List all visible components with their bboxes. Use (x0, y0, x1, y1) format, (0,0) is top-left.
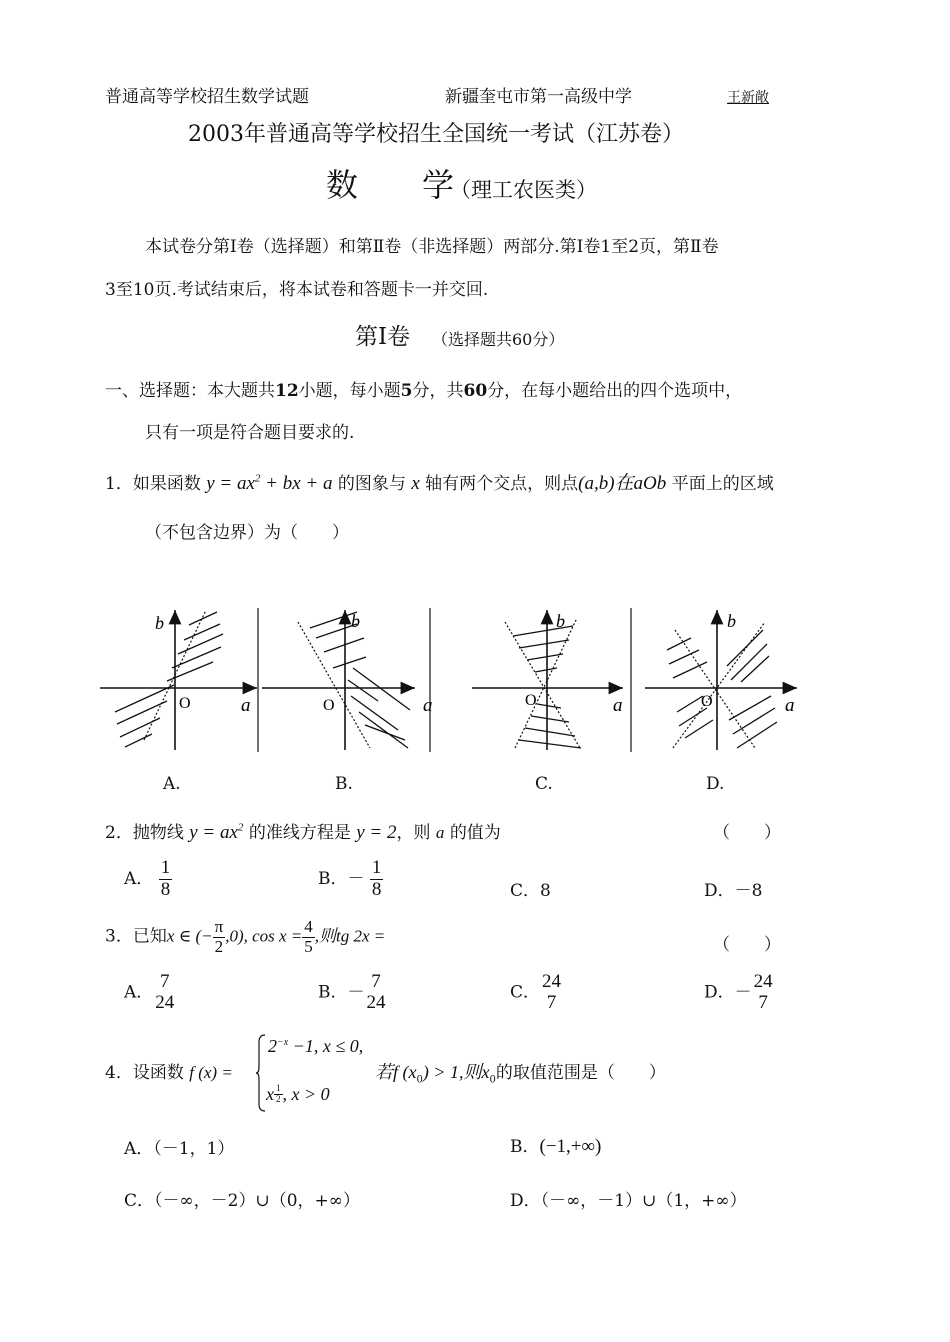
section-text-d: 分，在每小题给出的四个选项中， (487, 381, 743, 401)
q3-option-c-num: 24 (542, 971, 562, 992)
q3-pi-num: π (214, 917, 224, 936)
graph-b (262, 610, 433, 750)
subject-title: 数 学 (326, 166, 455, 204)
q4-case-2-exp-num: 1 (276, 1083, 281, 1093)
q2-option-a[interactable] (124, 858, 172, 901)
q4-option-a-label: A． (124, 1139, 154, 1159)
q2-eq: y = 2 (356, 822, 397, 843)
q1-formula-main: y = ax (206, 473, 255, 494)
header-author-link[interactable]: 王新敞 (727, 90, 769, 106)
q4-number: 4．设函数 (105, 1063, 184, 1083)
q4-cond-3: 的取值范围是（ ） (495, 1063, 666, 1083)
part1-title: 第Ⅰ卷 (355, 324, 411, 350)
graph-d (645, 610, 797, 750)
q2-answer-paren: （ ） (713, 823, 781, 843)
q2-option-b-den: 8 (371, 878, 382, 900)
q4-case-2 (266, 1084, 330, 1105)
graph-b-a-label: a (423, 695, 433, 716)
q2-option-a-num: 1 (160, 857, 171, 878)
section-points-each: 5 (400, 381, 413, 401)
q1-option-d[interactable]: D. (706, 774, 725, 794)
q2-option-a-label: A． (124, 868, 154, 889)
q2-option-b-label: B． (318, 868, 348, 889)
question-1 (105, 468, 774, 495)
question-2 (105, 818, 501, 844)
q4-case-1-base: 2 (268, 1036, 277, 1056)
graph-d-origin-label: O (701, 693, 713, 710)
q4-case-2-base: x (266, 1084, 274, 1104)
q2-option-a-den: 8 (160, 878, 171, 900)
q3-option-a-num: 7 (160, 971, 170, 992)
q1-text-1: 的图象与 (337, 474, 406, 494)
section-instructions-2: 只有一项是符合题目要求的. (145, 423, 355, 443)
q4-cond-2: ) > 1,则x (422, 1062, 490, 1082)
q4-case-1 (268, 1036, 363, 1057)
q4-option-b[interactable] (510, 1132, 601, 1158)
q4-sub-0: 0 (416, 1074, 423, 1086)
q3-option-d-sign: － (734, 982, 752, 1003)
q2-option-a-fraction (159, 858, 173, 901)
q4-brace (256, 1034, 266, 1112)
section-text-a: 一、选择题：本大题共 (105, 381, 275, 401)
graph-a-b-label: b (155, 613, 164, 633)
q4-option-b-label: B． (510, 1137, 540, 1157)
q4-prefix (105, 1058, 233, 1083)
q2-number: 2．抛物线 (105, 823, 184, 843)
q4-option-c-value: （－∞，－2）∪（0，+∞） (154, 1191, 360, 1211)
q4-option-c[interactable] (124, 1186, 360, 1211)
q3-option-b[interactable] (318, 972, 388, 1014)
q3-option-c-label: C． (510, 982, 541, 1003)
q3-option-c[interactable] (510, 972, 563, 1014)
q1-option-c[interactable]: C. (535, 774, 553, 794)
q4-case-1-exp: −x (277, 1037, 289, 1048)
q3-option-a-label: A． (124, 982, 154, 1003)
q2-option-b-sign: － (347, 868, 365, 889)
q2-option-b-num: 1 (371, 857, 382, 878)
q1-formula-exp: 2 (254, 472, 261, 485)
q4-option-c-label: C． (124, 1191, 155, 1211)
graph-b-origin-label: O (323, 697, 335, 714)
q4-case-2-exp-den: 2 (276, 1093, 281, 1104)
q2-text-3: 的值为 (449, 823, 501, 843)
graph-d-a-label: a (785, 695, 795, 716)
q3-answer-paren: （ ） (713, 935, 781, 955)
section-text-c: 分，共 (412, 381, 464, 401)
part1-subtitle: （选择题共60分） (432, 330, 565, 349)
q4-sub-0b: 0 (489, 1074, 496, 1086)
q1-formula-rest: + bx + a (260, 473, 333, 494)
q2-text-2: ，则 (396, 823, 431, 843)
q1-option-b[interactable]: B. (335, 774, 353, 794)
q4-option-d[interactable] (510, 1186, 747, 1211)
q4-option-a-value: （－1，1） (153, 1139, 235, 1159)
q3-option-c-fraction (540, 972, 563, 1014)
q3-f3: ,则tg 2x = (314, 926, 386, 946)
q3-cos-fraction (302, 918, 315, 956)
q3-pi-fraction (213, 918, 226, 956)
graph-a-a-label: a (241, 695, 251, 716)
header-left: 普通高等学校招生数学试题 (105, 87, 309, 107)
q3-option-d[interactable] (704, 972, 775, 1014)
graph-c-a-label: a (613, 695, 623, 716)
q2-text-1: 的准线方程是 (248, 823, 351, 843)
q2-formula-main: y = ax (189, 822, 238, 843)
q1-formula (206, 473, 332, 494)
graph-d-b-label: b (727, 611, 736, 631)
q3-cos-den: 5 (304, 936, 313, 956)
q2-option-d-value: －8 (734, 881, 763, 901)
header-center: 新疆奎屯市第一高级中学 (445, 87, 632, 107)
q4-case-2-exp (274, 1084, 283, 1105)
section-text-b: 小题，每小题 (298, 381, 401, 401)
graph-a-origin-label: O (179, 695, 191, 712)
q2-option-c[interactable] (510, 876, 551, 901)
q3-option-b-num: 7 (371, 971, 381, 992)
q3-option-d-fraction (752, 972, 775, 1014)
q4-option-a[interactable] (124, 1134, 234, 1159)
q3-option-c-den: 7 (546, 991, 557, 1013)
q1-xvar: x (411, 473, 420, 494)
q2-avar: a (435, 823, 445, 842)
section-points-total: 60 (463, 381, 488, 401)
q3-option-d-den: 7 (758, 991, 768, 1013)
q1-option-a[interactable]: A. (163, 774, 181, 794)
q1-point: (a,b)在aOb (578, 473, 667, 494)
q4-fx: f (x) = (189, 1063, 233, 1082)
graph-c-b-label: b (556, 611, 565, 631)
q3-pi-den: 2 (214, 936, 224, 956)
q3-option-a-fraction (153, 972, 176, 1014)
graph-a (100, 610, 257, 750)
q3-f1: x ∈ (− (166, 926, 213, 946)
intro-line-2: 3至10页.考试结束后，将本试卷和答题卡一并交回. (105, 280, 489, 300)
question-3 (105, 918, 385, 956)
q2-option-c-value: 8 (540, 881, 551, 901)
q2-option-c-label: C． (510, 881, 541, 901)
q3-cos-num: 4 (304, 917, 313, 936)
q2-formula-exp: 2 (237, 821, 244, 834)
q4-condition (375, 1058, 666, 1085)
q4-case-1-rest: −1, x ≤ 0, (288, 1036, 364, 1056)
graph-c-origin-label: O (525, 692, 537, 709)
q1-text-3: 平面上的区域 (671, 474, 774, 494)
q3-option-d-label: D． (704, 982, 735, 1003)
q2-formula (189, 822, 243, 843)
q4-cond-1: 若f (x (375, 1062, 417, 1082)
subject-subtitle: （理工农医类） (450, 178, 597, 202)
q3-option-b-label: B． (318, 982, 348, 1003)
q3-f2: ,0), cos x = (225, 926, 303, 946)
section-count: 12 (275, 381, 299, 401)
q3-option-b-sign: － (347, 982, 365, 1003)
q3-option-a-den: 24 (155, 991, 175, 1013)
intro-line-1: 本试卷分第Ⅰ卷（选择题）和第Ⅱ卷（非选择题）两部分.第Ⅰ卷1至2页，第Ⅱ卷 (145, 237, 719, 257)
q2-option-b-fraction (370, 858, 384, 901)
q3-option-d-num: 24 (753, 971, 773, 992)
graph-b-b-label: b (351, 611, 360, 631)
q4-option-d-label: D． (510, 1191, 541, 1211)
section-instructions (105, 376, 742, 401)
q1-graphs (95, 600, 807, 760)
q2-option-b[interactable] (318, 858, 383, 901)
q1-line-2: （不包含边界）为（ ） (145, 523, 349, 543)
q2-option-d[interactable] (704, 876, 762, 901)
graph-c (472, 610, 623, 750)
q4-case-2-rest: , x > 0 (282, 1084, 330, 1104)
q2-option-d-label: D． (704, 881, 735, 901)
q3-number: 3．已知 (105, 926, 167, 947)
q1-number: 1．如果函数 (105, 474, 201, 494)
q3-option-b-fraction (365, 972, 388, 1014)
q3-option-b-den: 24 (366, 991, 386, 1013)
q4-option-b-value: (−1,+∞) (539, 1136, 602, 1157)
q1-text-2: 轴有两个交点，则点 (425, 474, 579, 494)
q4-option-d-value: （－∞，－1）∪（1，+∞） (540, 1191, 747, 1211)
exam-title: 2003年普通高等学校招生全国统一考试（江苏卷） (188, 122, 684, 147)
q3-option-a[interactable] (124, 972, 176, 1014)
